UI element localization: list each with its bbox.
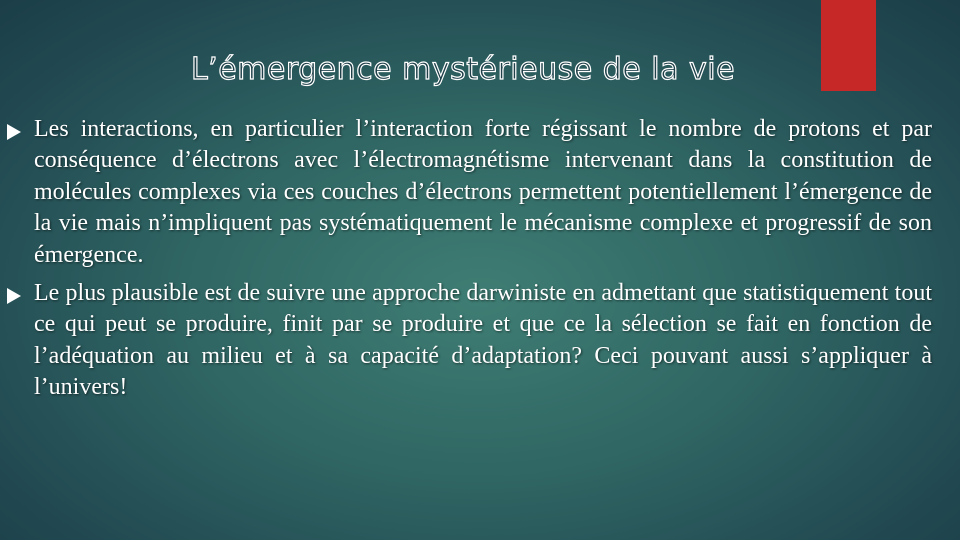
bullet-text: Les interactions, en particulier l’interaction forte régissant le nombre de protons et par conséquence d’électrons avec l’électromagnétisme intervenant dans la constitution de molécules complexes via ces couches d’électrons permettent potentiellement l’émergence de la vie mais n’impliquent pas systématiquement le mécanisme complexe et progressif de son émergence.: [34, 116, 932, 268]
right-triangle-icon: [6, 123, 22, 141]
right-triangle-icon: [6, 287, 22, 305]
bullet-item: [34, 114, 932, 271]
bullet-text: Le plus plausible est de suivre une approche darwiniste en admettant que statistiquement tout ce qui peut se produire, finit par se produire et que ce la sélection se fait en fonction de l’adéquation au milieu et à sa capacité d’adaptation? Ceci pouvant aussi s’appliquer à l’univers!: [34, 280, 932, 401]
bullet-list: [0, 114, 960, 411]
bullet-item: [34, 278, 932, 404]
slide-title: L’émergence mystérieuse de la vie: [190, 52, 736, 87]
